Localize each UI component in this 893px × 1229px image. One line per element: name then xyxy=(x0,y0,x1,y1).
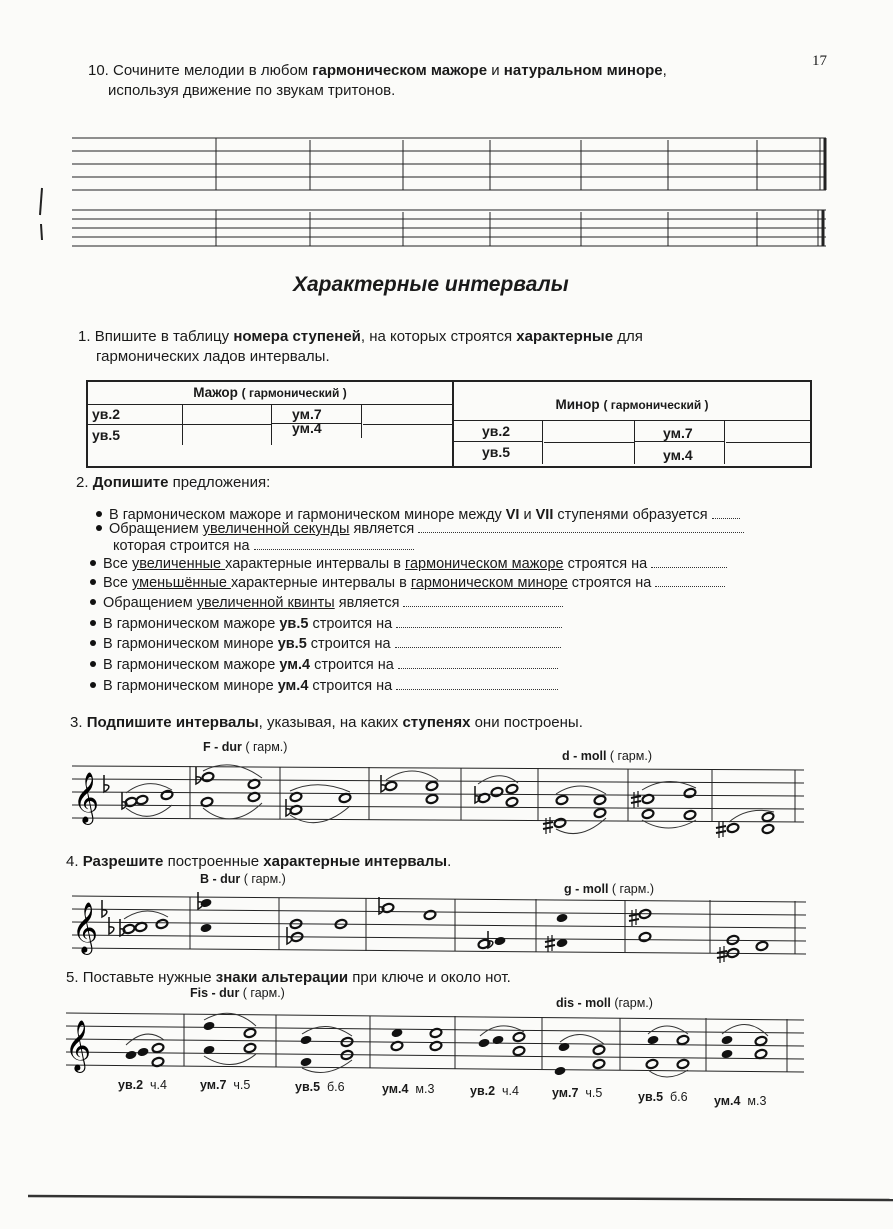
text: Все xyxy=(103,575,133,591)
treble-clef-icon: 𝄞 xyxy=(73,773,100,822)
text-bold: ум.4 xyxy=(279,657,311,673)
text: В гармоническом миноре xyxy=(103,636,278,652)
text: В гармоническом мажоре и гармоническом миноре между xyxy=(109,507,506,523)
text: ( гарм.) xyxy=(240,872,286,886)
text-bold: d - moll xyxy=(562,749,607,763)
intervals-task-4 xyxy=(120,892,769,963)
text: строится на xyxy=(308,678,393,694)
text-bold: ум.4 xyxy=(382,1082,409,1096)
text: (гарм.) xyxy=(610,996,653,1010)
text-underlined: гармоническом миноре xyxy=(410,575,568,591)
text: м.3 xyxy=(747,1094,767,1108)
table-cell: ув.2 xyxy=(454,420,543,442)
text: ч.5 xyxy=(585,1086,603,1100)
flat-icon xyxy=(102,900,107,917)
table-cell: ум.4 xyxy=(635,442,725,464)
text: строится на xyxy=(308,616,393,632)
text-bold: Мажор xyxy=(193,385,238,400)
text: , на которых строятся xyxy=(360,328,517,345)
text: ( гармонический ) xyxy=(603,398,709,412)
text: Поставьте нужные xyxy=(82,969,216,986)
text: В гармоническом мажоре xyxy=(103,616,280,632)
text: для xyxy=(613,328,643,345)
text: б.6 xyxy=(327,1080,345,1094)
text-bold: номера ступеней xyxy=(233,328,361,345)
text: строится на xyxy=(306,636,391,652)
text-bold: B - dur xyxy=(200,872,241,886)
text: и xyxy=(519,507,536,523)
text: строятся на xyxy=(563,556,648,572)
text-bold: VII xyxy=(535,507,554,523)
text: и xyxy=(487,62,504,79)
task-1-line-2: гармонических ладов интервалы. xyxy=(96,348,330,365)
text: строится на xyxy=(310,657,394,673)
table-cell: ум.7 xyxy=(635,420,725,442)
text-underlined: гармоническом мажоре xyxy=(405,556,564,572)
text-underlined: уменьшённые xyxy=(132,575,231,591)
text-bold: ум.4 xyxy=(277,678,309,694)
text: ч.4 xyxy=(150,1078,167,1092)
exercise-number: 2. xyxy=(76,474,89,491)
text-bold: Разрешите xyxy=(82,853,164,870)
text: при ключе и около нот. xyxy=(348,969,511,986)
text-bold: ув.2 xyxy=(118,1078,144,1092)
text-bold: ув.5 xyxy=(279,616,309,632)
text-bold: ув.5 xyxy=(638,1090,664,1104)
table-cell: ув.2 xyxy=(88,404,183,425)
text: строятся на xyxy=(567,575,652,591)
text: ( гарм.) xyxy=(239,986,285,1000)
text-bold: Подпишите интервалы xyxy=(86,714,259,731)
text-bold: характерные xyxy=(516,328,614,345)
staff-task-4 xyxy=(72,896,806,954)
page-edge xyxy=(28,1196,893,1200)
text-bold: Минор xyxy=(555,397,600,412)
text: м.3 xyxy=(415,1082,435,1096)
text-bold: натуральном миноре xyxy=(503,62,663,79)
text-bold: ув.2 xyxy=(470,1084,496,1098)
text: В гармоническом мажоре xyxy=(103,657,280,673)
exercise-number: 10. xyxy=(88,62,109,79)
treble-clef-icon: 𝄞 xyxy=(72,903,99,952)
table-cell: ум.7 xyxy=(272,404,362,424)
text: предложения: xyxy=(168,474,271,491)
text-bold: dis - moll xyxy=(556,996,611,1010)
text-bold: ув.5 xyxy=(277,636,307,652)
intervals-task-5 xyxy=(125,1021,768,1077)
text: ( гарм.) xyxy=(606,749,652,763)
text-bold: Fis - dur xyxy=(190,986,240,1000)
text: является xyxy=(349,521,415,537)
text: Сочините мелодии в любом xyxy=(113,62,313,79)
text: ч.5 xyxy=(233,1078,251,1092)
table-cell: ув.5 xyxy=(88,425,183,445)
slurs xyxy=(126,765,774,834)
flat-icon xyxy=(109,917,114,934)
exercise-10-line-2: используя движение по звукам тритонов. xyxy=(108,82,396,99)
text-bold: g - moll xyxy=(564,882,609,896)
text-bold: ум.7 xyxy=(552,1086,579,1100)
text: ( гарм.) xyxy=(241,740,288,754)
text-bold: ув.5 xyxy=(295,1080,321,1094)
text-bold: знаки альтерации xyxy=(215,969,349,986)
text-bold: Допишите xyxy=(92,474,169,491)
text: Обращением xyxy=(109,521,203,537)
slurs xyxy=(124,911,168,919)
text-bold: ступенях xyxy=(402,714,471,731)
text-bold: характерные интервалы xyxy=(263,853,448,870)
text: ( гарм.) xyxy=(608,882,654,896)
exercise-number: 5. xyxy=(66,969,79,986)
table-cell: ум.4 xyxy=(272,418,362,438)
text-underlined: увеличенной секунды xyxy=(202,521,350,537)
text: они построены. xyxy=(470,714,583,731)
text: Впишите в таблицу xyxy=(94,328,234,345)
text: является xyxy=(334,595,400,611)
text: , указывая, на каких xyxy=(258,714,403,731)
text: ч.4 xyxy=(502,1084,519,1098)
text-bold: F - dur xyxy=(203,740,242,754)
text: ( гармонический ) xyxy=(241,386,347,400)
exercise-number: 1. xyxy=(78,328,91,345)
treble-clef-icon: 𝄞 xyxy=(65,1021,92,1070)
text-bold: VI xyxy=(505,507,520,523)
text: характерные интервалы в xyxy=(230,575,411,591)
exercise-number: 3. xyxy=(70,714,83,731)
text: В гармоническом миноре xyxy=(103,678,278,694)
section-title: Характерные интервалы xyxy=(293,273,569,296)
text-underlined: увеличенные xyxy=(132,556,226,572)
text: характерные интервалы в xyxy=(225,556,405,572)
text: ступенями образуется xyxy=(553,507,708,523)
text: которая строится на xyxy=(113,538,250,554)
text-bold: ум.4 xyxy=(714,1094,741,1108)
text-bold: гармоническом мажоре xyxy=(312,62,488,79)
text: . xyxy=(447,853,452,870)
text: Все xyxy=(103,556,133,572)
table-cell: ув.5 xyxy=(454,442,543,464)
exercise-number: 4. xyxy=(66,853,79,870)
text: б.6 xyxy=(670,1090,688,1104)
page-number: 17 xyxy=(812,53,827,69)
text: построенные xyxy=(163,853,264,870)
text-bold: ум.7 xyxy=(200,1078,227,1092)
text-underlined: увеличенной квинты xyxy=(196,595,335,611)
flat-icon xyxy=(104,775,109,792)
text: , xyxy=(662,62,667,79)
text: Обращением xyxy=(103,595,197,611)
